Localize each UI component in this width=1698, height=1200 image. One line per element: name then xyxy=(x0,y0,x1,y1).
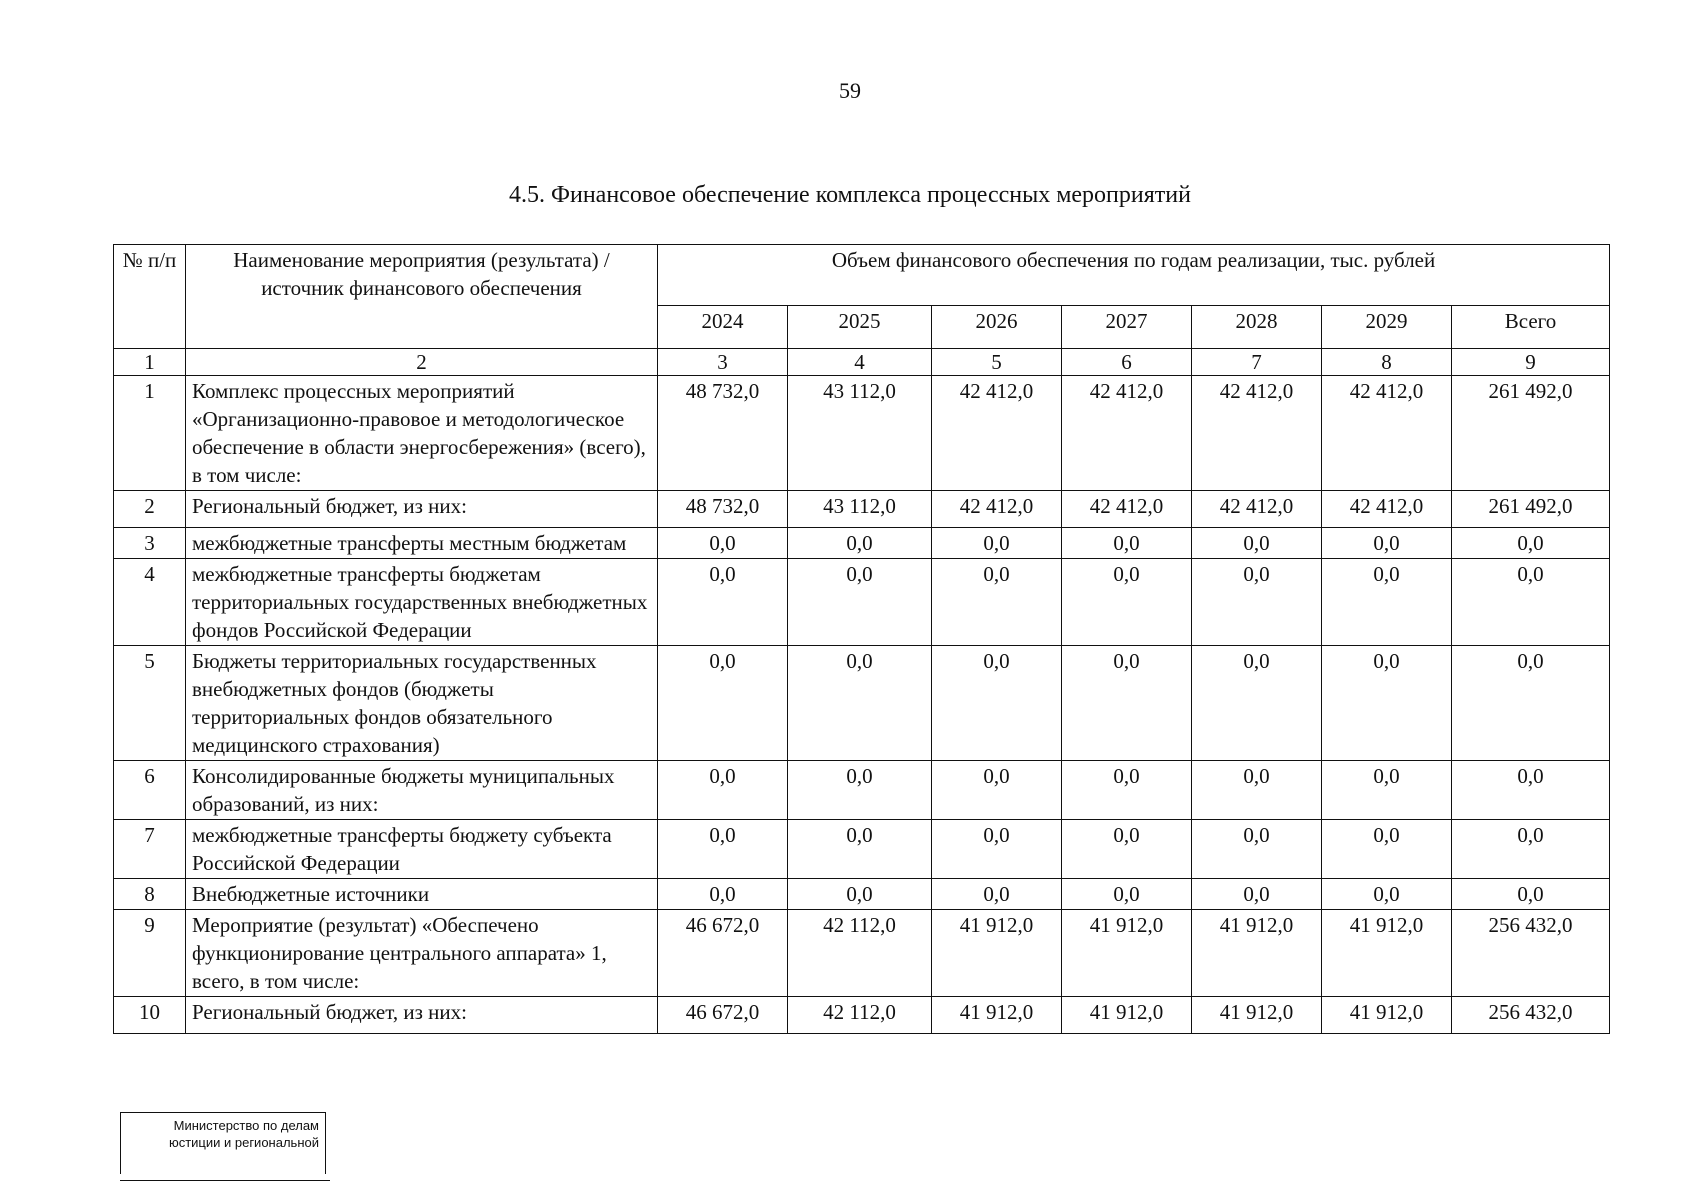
value-cell: 0,0 xyxy=(658,879,788,910)
header-total: Всего xyxy=(1452,306,1610,349)
value-cell: 0,0 xyxy=(1192,528,1322,559)
column-index: 6 xyxy=(1062,349,1192,376)
stamp-underline xyxy=(120,1180,330,1181)
value-cell: 0,0 xyxy=(1322,528,1452,559)
header-volume: Объем финансового обеспечения по годам реализации, тыс. рублей xyxy=(658,245,1610,306)
value-cell: 41 912,0 xyxy=(932,910,1062,997)
value-cell: 0,0 xyxy=(1322,646,1452,761)
column-index: 2 xyxy=(186,349,658,376)
row-number: 5 xyxy=(114,646,186,761)
total-cell: 256 432,0 xyxy=(1452,910,1610,997)
row-number: 2 xyxy=(114,491,186,528)
table-row xyxy=(114,559,1610,646)
value-cell: 0,0 xyxy=(1062,761,1192,820)
value-cell: 0,0 xyxy=(1322,559,1452,646)
value-cell: 41 912,0 xyxy=(1062,910,1192,997)
header-year: 2029 xyxy=(1322,306,1452,349)
row-number: 6 xyxy=(114,761,186,820)
column-index: 3 xyxy=(658,349,788,376)
column-index: 5 xyxy=(932,349,1062,376)
value-cell: 41 912,0 xyxy=(1322,910,1452,997)
total-cell: 261 492,0 xyxy=(1452,376,1610,491)
value-cell: 0,0 xyxy=(658,761,788,820)
column-index: 4 xyxy=(788,349,932,376)
column-index: 7 xyxy=(1192,349,1322,376)
header-num: № п/п xyxy=(114,245,186,349)
value-cell: 0,0 xyxy=(658,528,788,559)
table-row xyxy=(114,491,1610,528)
total-cell: 0,0 xyxy=(1452,879,1610,910)
column-index: 8 xyxy=(1322,349,1452,376)
value-cell: 0,0 xyxy=(788,820,932,879)
value-cell: 0,0 xyxy=(1062,528,1192,559)
value-cell: 48 732,0 xyxy=(658,376,788,491)
ministry-stamp xyxy=(120,1112,326,1174)
table-row xyxy=(114,761,1610,820)
value-cell: 0,0 xyxy=(1062,646,1192,761)
header-year: 2028 xyxy=(1192,306,1322,349)
total-cell: 0,0 xyxy=(1452,559,1610,646)
value-cell: 42 412,0 xyxy=(932,491,1062,528)
header-name: Наименование мероприятия (результата) / источник финансового обеспечения xyxy=(186,245,658,349)
value-cell: 0,0 xyxy=(1192,646,1322,761)
value-cell: 0,0 xyxy=(1192,761,1322,820)
value-cell: 0,0 xyxy=(788,761,932,820)
value-cell: 0,0 xyxy=(932,646,1062,761)
stamp-line: юстиции и региональной xyxy=(168,1135,319,1150)
value-cell: 41 912,0 xyxy=(1062,997,1192,1034)
row-number: 4 xyxy=(114,559,186,646)
total-cell: 256 432,0 xyxy=(1452,997,1610,1034)
total-cell: 0,0 xyxy=(1452,646,1610,761)
value-cell: 42 412,0 xyxy=(1062,491,1192,528)
row-name: межбюджетные трансферты бюджету субъекта Российской Федерации xyxy=(186,820,658,879)
financing-table xyxy=(113,244,1610,1034)
row-name: Региональный бюджет, из них: xyxy=(186,997,658,1034)
stamp-line: Министерство по делам xyxy=(173,1118,319,1133)
total-cell: 0,0 xyxy=(1452,820,1610,879)
value-cell: 0,0 xyxy=(658,559,788,646)
value-cell: 46 672,0 xyxy=(658,997,788,1034)
row-number: 3 xyxy=(114,528,186,559)
table-row xyxy=(114,528,1610,559)
row-number: 10 xyxy=(114,997,186,1034)
value-cell: 0,0 xyxy=(788,528,932,559)
value-cell: 41 912,0 xyxy=(1192,997,1322,1034)
value-cell: 41 912,0 xyxy=(932,997,1062,1034)
value-cell: 0,0 xyxy=(1062,879,1192,910)
value-cell: 43 112,0 xyxy=(788,491,932,528)
value-cell: 0,0 xyxy=(1192,879,1322,910)
value-cell: 42 112,0 xyxy=(788,910,932,997)
value-cell: 0,0 xyxy=(1322,761,1452,820)
column-index: 9 xyxy=(1452,349,1610,376)
value-cell: 0,0 xyxy=(932,559,1062,646)
page-number: 59 xyxy=(839,78,861,103)
row-name: Комплекс процессных мероприятий «Организационно-правовое и методологическое обеспечение в области энергосбережения» (всего), в том числе: xyxy=(186,376,658,491)
value-cell: 42 412,0 xyxy=(1322,376,1452,491)
value-cell: 0,0 xyxy=(1322,879,1452,910)
table-row xyxy=(114,910,1610,997)
row-number: 9 xyxy=(114,910,186,997)
value-cell: 42 412,0 xyxy=(1192,376,1322,491)
value-cell: 46 672,0 xyxy=(658,910,788,997)
total-cell: 261 492,0 xyxy=(1452,491,1610,528)
value-cell: 42 412,0 xyxy=(1322,491,1452,528)
row-number: 8 xyxy=(114,879,186,910)
row-name: межбюджетные трансферты местным бюджетам xyxy=(186,528,658,559)
table-row xyxy=(114,646,1610,761)
row-name: Консолидированные бюджеты муниципальных образований, из них: xyxy=(186,761,658,820)
section-title: 4.5. Финансовое обеспечение комплекса процессных мероприятий xyxy=(509,182,1191,208)
value-cell: 0,0 xyxy=(658,646,788,761)
value-cell: 0,0 xyxy=(932,879,1062,910)
value-cell: 41 912,0 xyxy=(1192,910,1322,997)
header-year: 2026 xyxy=(932,306,1062,349)
value-cell: 41 912,0 xyxy=(1322,997,1452,1034)
value-cell: 48 732,0 xyxy=(658,491,788,528)
value-cell: 43 112,0 xyxy=(788,376,932,491)
value-cell: 0,0 xyxy=(788,559,932,646)
header-year: 2027 xyxy=(1062,306,1192,349)
header-year: 2025 xyxy=(788,306,932,349)
value-cell: 0,0 xyxy=(932,820,1062,879)
row-number: 7 xyxy=(114,820,186,879)
value-cell: 0,0 xyxy=(788,646,932,761)
value-cell: 0,0 xyxy=(1062,559,1192,646)
column-index: 1 xyxy=(114,349,186,376)
table-row xyxy=(114,997,1610,1034)
value-cell: 42 112,0 xyxy=(788,997,932,1034)
value-cell: 0,0 xyxy=(932,761,1062,820)
value-cell: 0,0 xyxy=(1192,820,1322,879)
value-cell: 42 412,0 xyxy=(932,376,1062,491)
row-name: Бюджеты территориальных государственных внебюджетных фондов (бюджеты территориальных фондов обязательного медицинского страхования) xyxy=(186,646,658,761)
total-cell: 0,0 xyxy=(1452,528,1610,559)
row-name: межбюджетные трансферты бюджетам территориальных государственных внебюджетных фондов Российской Федерации xyxy=(186,559,658,646)
total-cell: 0,0 xyxy=(1452,761,1610,820)
value-cell: 42 412,0 xyxy=(1192,491,1322,528)
value-cell: 0,0 xyxy=(1192,559,1322,646)
header-year: 2024 xyxy=(658,306,788,349)
table-row xyxy=(114,376,1610,491)
row-name: Региональный бюджет, из них: xyxy=(186,491,658,528)
table-row xyxy=(114,879,1610,910)
value-cell: 0,0 xyxy=(658,820,788,879)
value-cell: 0,0 xyxy=(1322,820,1452,879)
row-number: 1 xyxy=(114,376,186,491)
table-row xyxy=(114,820,1610,879)
value-cell: 0,0 xyxy=(1062,820,1192,879)
row-name: Внебюджетные источники xyxy=(186,879,658,910)
row-name: Мероприятие (результат) «Обеспечено функционирование центрального аппарата» 1, всего, в том числе: xyxy=(186,910,658,997)
value-cell: 42 412,0 xyxy=(1062,376,1192,491)
value-cell: 0,0 xyxy=(932,528,1062,559)
value-cell: 0,0 xyxy=(788,879,932,910)
